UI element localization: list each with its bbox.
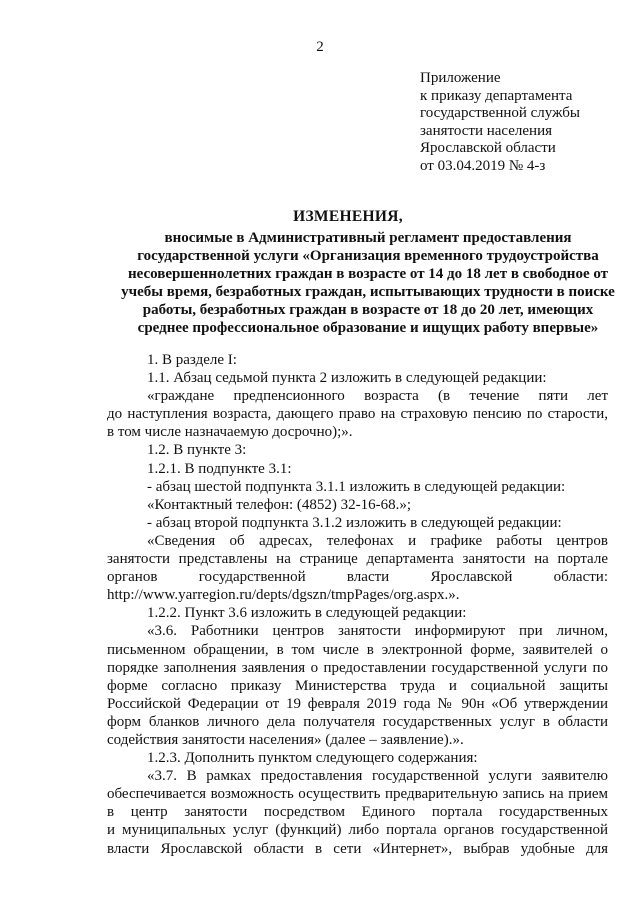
subtitle-line: несовершеннолетних граждан в возрасте от 14 до 18 лет в свободное от <box>127 266 609 282</box>
appendix-line: занятости населения <box>420 122 553 139</box>
body-line: содействия занятости населения» (далее – заявление).». <box>107 731 464 748</box>
body-line: и муниципальных услуг (функций) либо портала органов государственной <box>107 822 608 839</box>
body-line: 1.1. Абзац седьмой пункта 2 изложить в следующей редакции: <box>147 370 547 387</box>
body-line: форме согласно приказу Министерства труда и социальной защиты <box>107 677 608 694</box>
appendix-line: государственной службы <box>420 105 580 121</box>
appendix-line: к приказу департамента <box>420 87 573 104</box>
body-line: 1.2.1. В подпункте 3.1: <box>147 460 292 477</box>
body-line: в том числе назначаемую досрочно);». <box>107 424 353 441</box>
document-subtitle <box>88 229 640 337</box>
body-line: http://www.yarregion.ru/depts/dgszn/tmpPages/org.aspx.». <box>107 587 460 604</box>
page-number: 2 <box>316 39 324 55</box>
appendix-block <box>420 70 620 175</box>
body-line: обеспечивается возможность осуществить предварительную запись на прием <box>107 786 608 803</box>
appendix-line: от 03.04.2019 № 4-з <box>420 157 546 174</box>
body-line: «Сведения об адресах, телефонах и графике работы центров <box>147 532 608 549</box>
subtitle-line: работы, безработных граждан в возрасте от 18 до 20 лет, имеющих <box>142 302 594 318</box>
body-line: 1. В разделе I: <box>147 352 237 368</box>
body-line: в центр занятости посредством Единого портала государственных <box>107 804 608 821</box>
body-line: «3.6. Работники центров занятости информируют при личном, <box>147 623 608 640</box>
body-line: власти Ярославской области в сети «Интернет», выбрав удобные для <box>107 840 608 857</box>
appendix-line: Приложение <box>420 70 501 86</box>
body-line: занятости представлены на странице департамента занятости на портале <box>107 551 608 568</box>
body-line: до наступления возраста, дающего право на страховую пенсию по старости, <box>107 406 608 423</box>
body-line: порядке заполнения заявления о предоставлении государственной услуги по <box>107 659 608 676</box>
body-line: форм бланков личного дела получателя государственных услуг в области <box>107 713 608 730</box>
body-line: письменном обращении, в том числе в электронной форме, заявителей о <box>107 641 608 658</box>
body-line: - абзац второй подпункта 3.1.2 изложить в следующей редакции: <box>147 514 562 531</box>
subtitle-line: вносимые в Административный регламент предоставления <box>164 230 572 246</box>
body-line: «граждане предпенсионного возраста (в течение пяти лет <box>147 388 608 405</box>
document-title: ИЗМЕНЕНИЯ, <box>293 208 403 225</box>
body-line: 1.2. В пункте 3: <box>147 442 247 459</box>
body-line: - абзац шестой подпункта 3.1.1 изложить в следующей редакции: <box>147 478 566 495</box>
body-line: 1.2.3. Дополнить пунктом следующего содержания: <box>147 750 478 767</box>
body-line: 1.2.2. Пункт 3.6 изложить в следующей редакции: <box>147 605 467 622</box>
subtitle-line: среднее профессиональное образование и ищущих работу впервые» <box>137 320 599 336</box>
body-line: Российской Федерации от 19 февраля 2019 года № 90н «Об утверждении <box>107 695 608 712</box>
subtitle-line: государственной услуги «Организация временного трудоустройства <box>137 248 599 264</box>
body-line: «Контактный телефон: (4852) 32-16-68.»; <box>147 496 412 513</box>
subtitle-line: учебы время, безработных граждан, испытывающих трудности в поиске <box>121 284 615 300</box>
document-body <box>0 351 640 858</box>
body-line: «3.7. В рамках предоставления государственной услуги заявителю <box>147 768 608 785</box>
body-line: органов государственной власти Ярославской области: <box>107 569 608 586</box>
appendix-line: Ярославской области <box>420 140 556 156</box>
